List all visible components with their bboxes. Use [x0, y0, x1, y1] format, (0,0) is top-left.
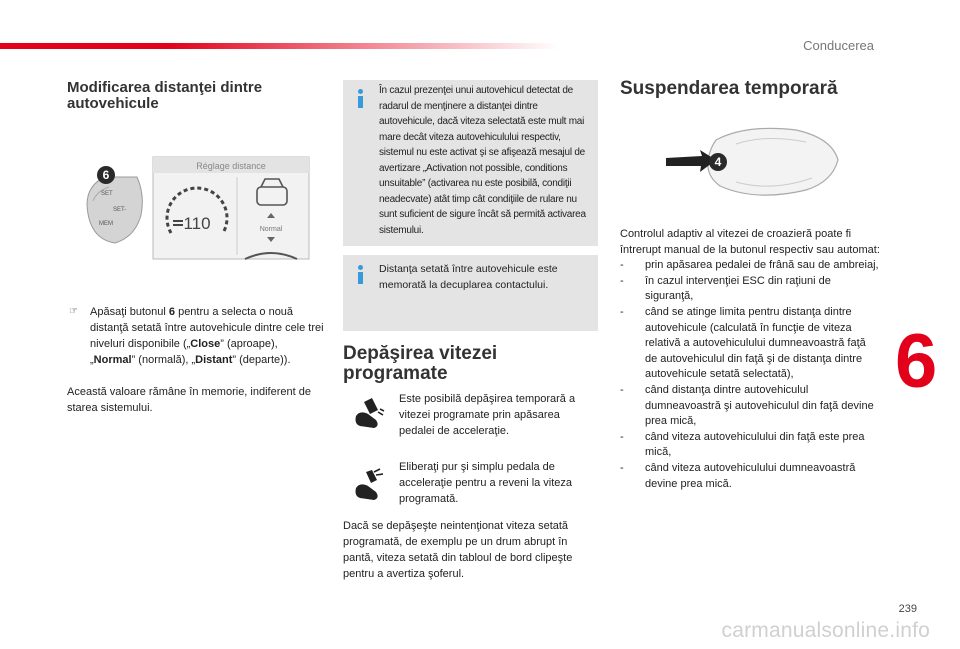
- speed-value: 110: [183, 214, 211, 233]
- info-text-memory: Distanţa setată între autovehicule este memorată la decuplarea contactului.: [379, 263, 558, 291]
- suspend-button-illustration: [656, 120, 846, 210]
- info-icon: [354, 89, 366, 108]
- list-item: - când viteza autovehiculului dumneavoastră devine prea mică.: [620, 461, 856, 490]
- distance-level-label: Normal: [259, 226, 283, 233]
- distance-setting-illustration: [75, 155, 311, 261]
- list-item: - când se atinge limita pentru distanţa dintre autovehicule (calculată în funcţie de viteza relativă a autovehiculului dumneavoastră faţă de autovehiculul din faţă şi de distanţa dintre autovehicule setată selectată),: [620, 305, 866, 381]
- memory-note: Această valoare rămâne în memorie, indiferent de starea sistemului.: [67, 386, 311, 414]
- suspend-intro: Controlul adaptiv al vitezei de croazieră poate fi întrerupt manual de la butonul respectiv sau automat:: [620, 228, 880, 256]
- info-text-radar: În cazul prezenţei unui autovehicul detectat de radarul de menţinere a distanţei dintre autovehicule, dacă viteza selectată este mult mai mare decât viteza autovehiculului respectiv, sistemul nu este activat şi se afişează mesajul de avertizare „Activation not possible, conditions unsuitable” (activarea nu este posibilă, condiţii neadecvate) atât timp cât condiţiile de rulare nu sunt suficient de sigure încât să permită activarea sistemului.: [379, 85, 586, 236]
- list-item: - când distanţa dintre autovehiculul dumneavoastră şi autovehiculul din faţă devine prea mică,: [620, 383, 874, 428]
- foot-press-pedal-icon: [350, 396, 386, 432]
- section-heading-suspend: Suspendarea temporară: [620, 78, 838, 99]
- foot-release-pedal-icon: [350, 468, 386, 504]
- svg-text:MEM: MEM: [99, 221, 113, 227]
- section-heading-overspeed: Depăşirea vitezei programate: [343, 343, 498, 384]
- callout-number-4: 4: [714, 155, 722, 169]
- header-accent-bar: [0, 43, 560, 49]
- instruction-bullet: ☞ Apăsaţi butonul 6 pentru a selecta o nouă distanţă setată între autovehicule dintre cele trei niveluri disponibile („Close” (aproape), „Normal” (normală), „Distant” (departe)).: [69, 306, 324, 366]
- watermark: carmanualsonline.info: [721, 619, 930, 642]
- chapter-title: Conducerea: [803, 38, 874, 53]
- pointer-bullet-icon: ☞: [69, 306, 78, 317]
- page-number: 239: [898, 603, 917, 615]
- callout-number-6: 6: [102, 168, 110, 182]
- overspeed-note: Dacă se depăşeşte neintenţionat viteza setată programată, de exemplu pe un drum abrupt în pantă, viteza setată din tabloul de bord clipeşte pentru a avertiza şoferul.: [343, 520, 573, 580]
- info-box-radar: [343, 80, 598, 246]
- chapter-number: 6: [895, 319, 938, 404]
- svg-text:SET-: SET-: [113, 207, 127, 213]
- list-item: - când viteza autovehiculului din faţă este prea mică,: [620, 430, 865, 459]
- info-icon: [354, 265, 366, 284]
- svg-text:SET: SET: [101, 191, 113, 197]
- list-item: - prin apăsarea pedalei de frână sau de ambreiaj,: [620, 259, 879, 272]
- pedal-release-text: Eliberaţi pur şi simplu pedala de acceleraţie pentru a reveni la viteza programată.: [399, 461, 573, 505]
- screen-title: Réglage distance: [196, 161, 266, 171]
- pedal-press-text: Este posibilă depăşirea temporară a vitezei programate prin apăsarea pedalei de acceleraţie.: [399, 393, 576, 437]
- list-item: - în cazul intervenţiei ESC din raţiuni de siguranţă,: [620, 274, 831, 303]
- info-box-memory: [343, 255, 598, 331]
- suspend-conditions: [620, 227, 880, 492]
- section-heading-distance: Modificarea distanţei dintre autovehicule: [67, 79, 263, 112]
